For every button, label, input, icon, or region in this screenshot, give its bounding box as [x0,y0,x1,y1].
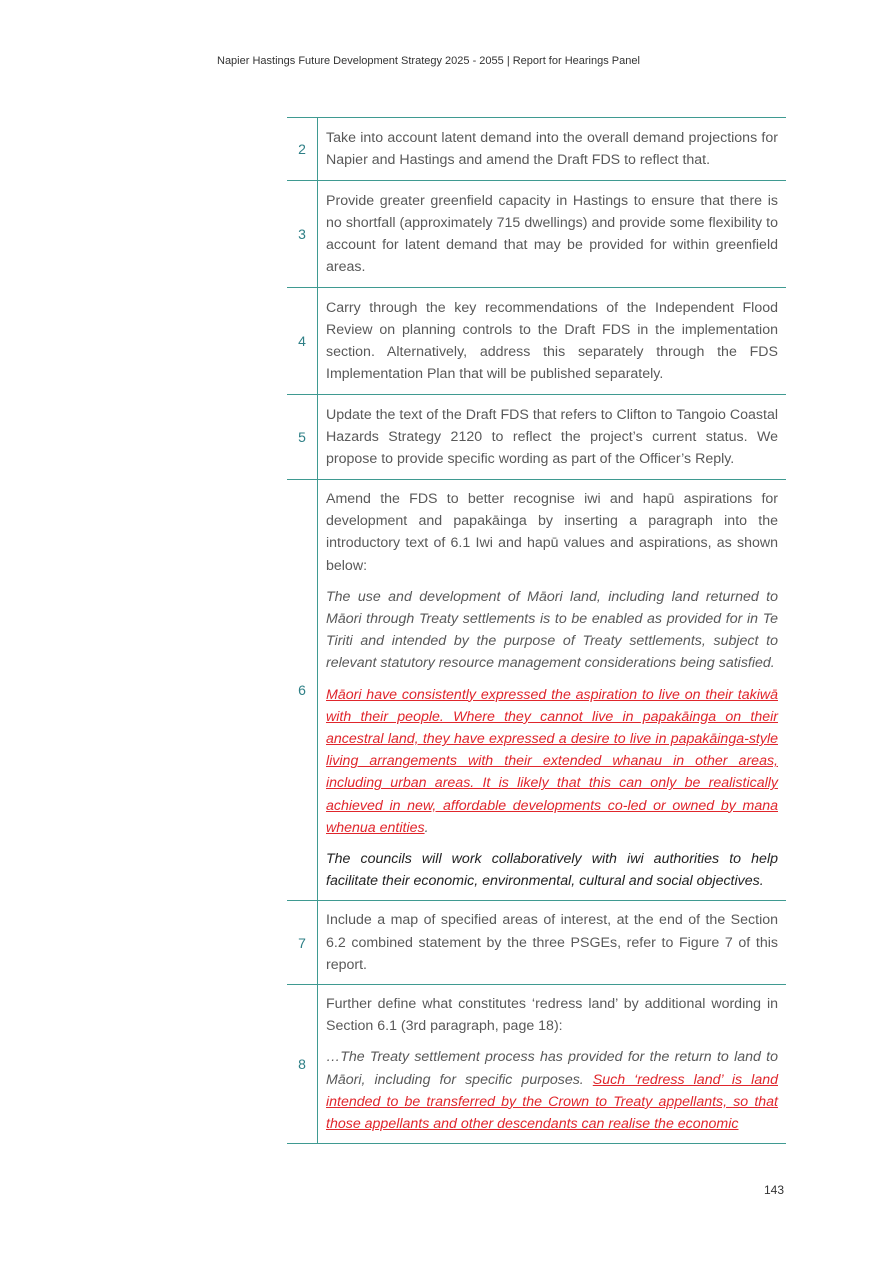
row-text [318,288,787,395]
row-number: 8 [287,985,318,1144]
row-text [318,901,787,985]
table-row [287,288,786,395]
inserted-text: Such ‘redress land’ is land intended to be transferred by the Crown to Treaty appellants, so that those appellants and other descendants can realise the economic [326,1071,778,1133]
row-paragraph: Carry through the key recommendations of the Independent Flood Review on planning controls to the Draft FDS in the implementation section. Alternatively, address this separately through the FDS Implementation Plan that will be published separately. [326,299,778,383]
row-number: 2 [287,118,318,181]
row-text [318,985,787,1144]
table-row [287,985,786,1144]
row-number: 7 [287,901,318,985]
table-row [287,480,786,901]
row-text [318,181,787,288]
quoted-text: …The Treaty settlement process has provided for the return to land to Māori, including for specific purposes. [326,1049,778,1088]
table-row [287,395,786,480]
quote-paragraph [326,1046,778,1135]
quoted-text: The use and development of Māori land, including land returned to Māori through Treaty settlements is to be enabled as provided for in Te Tiriti and intended by the purpose of Treaty settlements, subject to relevant statutory resource management considerations being satisfied. [326,588,778,672]
row-paragraph: Update the text of the Draft FDS that refers to Clifton to Tangoio Coastal Hazards Strategy 2120 to reflect the project’s current status. We propose to provide specific wording as part of the Officer’s Reply. [326,406,778,468]
row-paragraph: Take into account latent demand into the overall demand projections for Napier and Hastings and amend the Draft FDS to reflect that. [326,129,778,168]
table-row [287,181,786,288]
inserted-text-end: . [424,819,429,836]
row-number: 4 [287,288,318,395]
row-paragraph: Provide greater greenfield capacity in Hastings to ensure that there is no shortfall (approximately 715 dwellings) and provide some flexibility to account for latent demand that may be provided for within greenfield areas. [326,192,778,276]
inserted-text: Māori have consistently expressed the aspiration to live on their takiwā with their people. Where they cannot live in papakāinga on their ancestral land, they have expressed a desire to live in papakāinga-style living arrangements with their extended whanau in other areas, including urban areas. It is likely that this can only be realistically achieved in new, affordable developments co-led or owned by mana whenua entities [326,686,778,836]
table-row [287,118,786,181]
table-row [287,901,786,985]
row-text [318,395,787,480]
row-number: 5 [287,395,318,480]
inserted-paragraph [326,684,778,839]
row-intro: Amend the FDS to better recognise iwi and hapū aspirations for development and papakāinga by inserting a paragraph into the introductory text of 6.1 Iwi and hapū values and aspirations, as shown below: [326,491,778,574]
page-number: 143 [764,1183,785,1197]
recommendations-table [287,117,786,1144]
page-header: Napier Hastings Future Development Strategy 2025 - 2055 | Report for Hearings Panel [217,55,640,67]
row-text [318,118,787,181]
row-text [318,480,787,901]
row-number: 3 [287,181,318,288]
closing-text: The councils will work collaboratively with iwi authorities to help facilitate their economic, environmental, cultural and social objectives. [326,851,778,890]
row-number: 6 [287,480,318,901]
row-intro: Further define what constitutes ‘redress land’ by additional wording in Section 6.1 (3rd paragraph, page 18): [326,996,778,1035]
row-paragraph: Include a map of specified areas of interest, at the end of the Section 6.2 combined statement by the three PSGEs, refer to Figure 7 of this report. [326,912,778,973]
